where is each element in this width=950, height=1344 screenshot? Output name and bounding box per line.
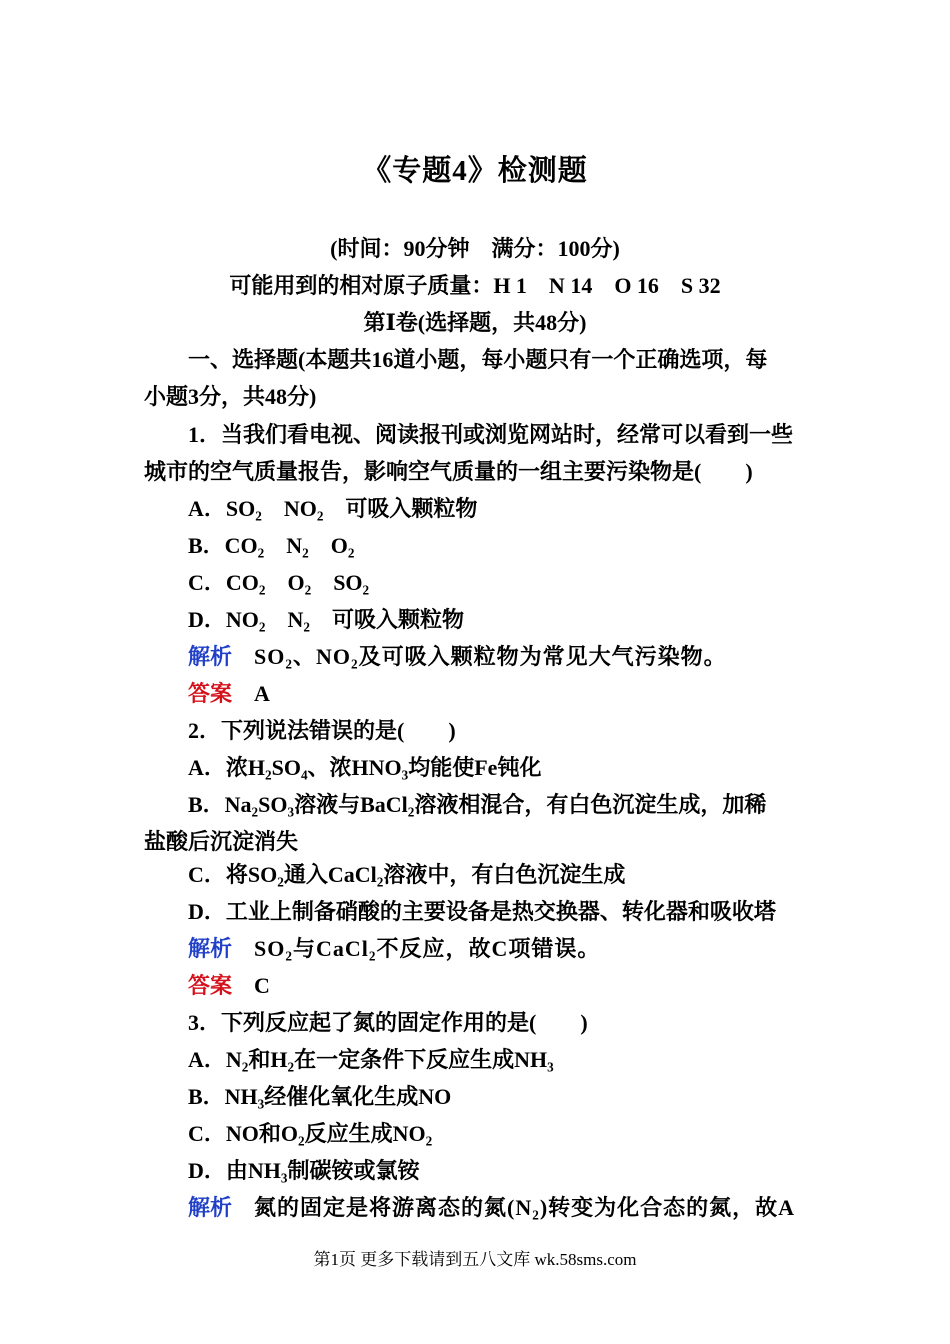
q3-option-c: C．NO和O₂反应生成NO₂ [188,1121,433,1146]
answer-label: 答案 [188,681,233,706]
q1-option-d: D．NO₂ N₂ 可吸入颗粒物 [188,607,464,632]
q1-option-c: C．CO₂ O₂ SO₂ [188,570,370,595]
q3-option-b: B．NH₃经催化氧化生成NO [188,1084,452,1109]
q2-analysis-text: SO₂与CaCl₂不反应，故C项错误。 [254,936,601,961]
section-heading-line1: 一、选择题(本题共16道小题，每小题只有一个正确选项，每 [188,347,768,372]
q1-stem-line1: 1．当我们看电视、阅读报刊或浏览网站时，经常可以看到一些 [188,422,794,447]
answer-label: 答案 [188,973,233,998]
q2-option-b-line2: 盐酸后沉淀消失 [144,829,299,854]
q3-option-a: A．N₂和H₂在一定条件下反应生成NH₃ [188,1047,554,1072]
q2-answer-value: C [254,973,270,998]
q2-option-d: D．工业上制备硝酸的主要设备是热交换器、转化器和吸收塔 [188,899,776,924]
analysis-label: 解析 [188,1195,233,1220]
q3-analysis-text: 氮的固定是将游离态的氮(N₂)转变为化合态的氮，故A [254,1195,796,1220]
q2-option-b-line1: B．Na₂SO₃溶液与BaCl₂溶液相混合，有白色沉淀生成，加稀 [188,792,767,817]
q3-stem: 3．下列反应起了氮的固定作用的是( ) [188,1010,588,1035]
q2-answer [188,969,270,1000]
q2-option-c: C．将SO₂通入CaCl₂溶液中，有白色沉淀生成 [188,862,626,887]
atomic-mass-line: 可能用到的相对原子质量：H 1 N 14 O 16 S 32 [229,273,721,298]
analysis-label: 解析 [188,936,233,961]
page-title: 《专题4》检测题 [362,155,588,187]
q1-stem-line2: 城市的空气质量报告，影响空气质量的一组主要污染物是( ) [144,459,753,484]
q1-analysis [188,640,727,671]
q1-answer [188,677,270,708]
q2-stem: 2．下列说法错误的是( ) [188,718,456,743]
q3-analysis [188,1191,795,1222]
volume-heading: 第Ⅰ卷(选择题，共48分) [363,310,587,335]
section-heading-line2: 小题3分，共48分) [144,384,317,409]
q1-analysis-text: SO₂、NO₂及可吸入颗粒物为常见大气污染物。 [254,644,727,669]
q2-analysis [188,932,600,963]
q1-option-b: B．CO₂ N₂ O₂ [188,533,355,558]
q1-answer-value: A [254,681,270,706]
time-score-line: (时间：90分钟 满分：100分) [330,236,620,261]
q2-option-a: A．浓H₂SO₄、浓HNO₃均能使Fe钝化 [188,755,542,780]
analysis-label: 解析 [188,644,233,669]
q1-option-a: A．SO₂ NO₂ 可吸入颗粒物 [188,496,478,521]
q3-option-d: D．由NH₃制碳铵或氯铵 [188,1158,420,1183]
page-footer: 第1页 更多下载请到五八文库 wk.58sms.com [313,1250,637,1269]
